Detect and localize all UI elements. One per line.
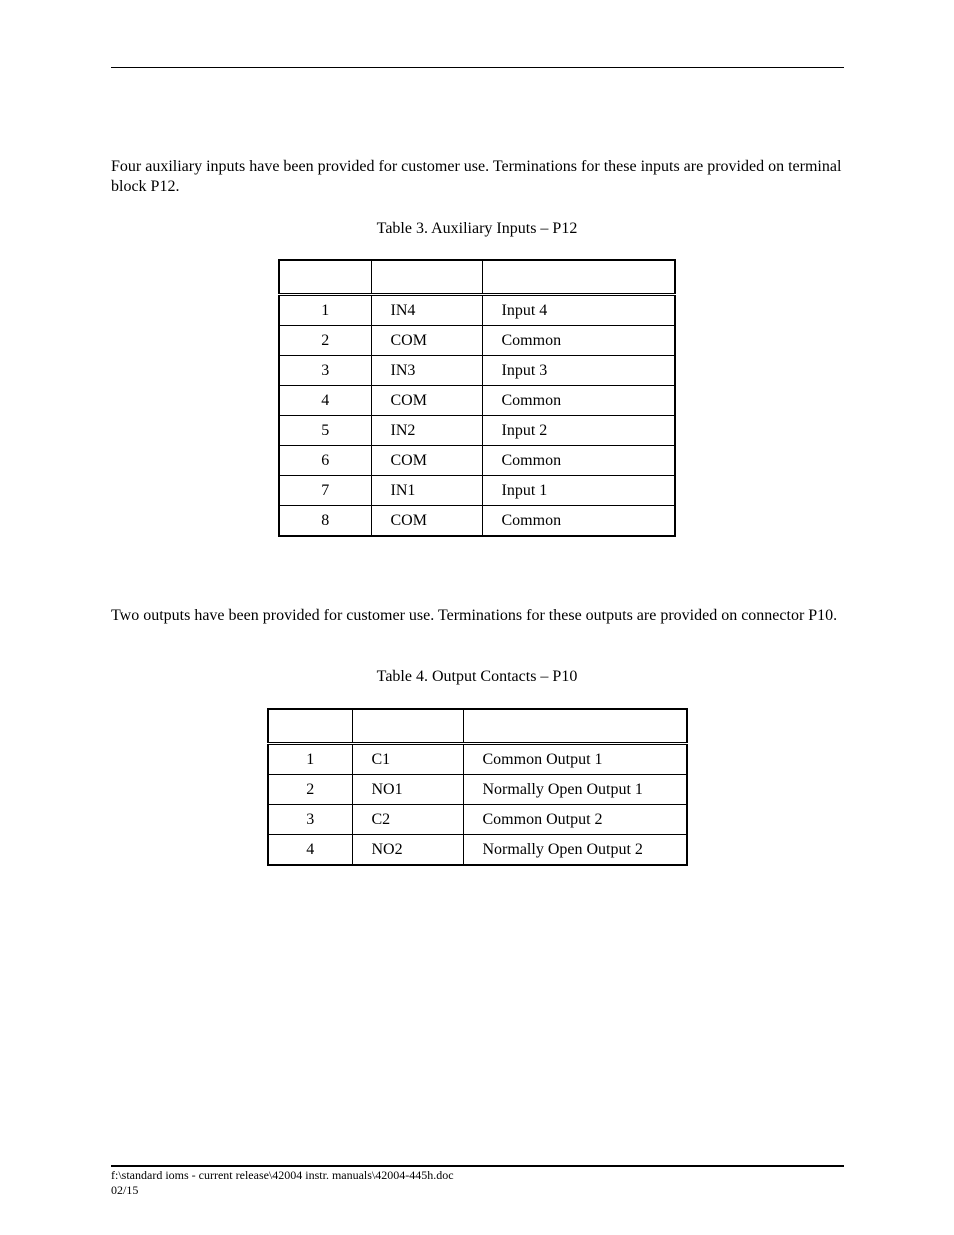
- pin-cell: 3: [279, 356, 371, 386]
- output-contacts-table: [267, 708, 688, 866]
- signal-cell: COM: [371, 506, 482, 537]
- description-cell: Common: [482, 506, 675, 537]
- pin-cell: 1: [268, 744, 352, 775]
- signal-cell: COM: [371, 446, 482, 476]
- table-header-row: [268, 709, 687, 744]
- pin-cell: 7: [279, 476, 371, 506]
- table-row: [279, 326, 675, 356]
- signal-cell: COM: [371, 386, 482, 416]
- table-row: [279, 446, 675, 476]
- header-cell: [463, 709, 687, 744]
- table-row: [279, 295, 675, 326]
- table3-caption: Table 3. Auxiliary Inputs – P12: [376, 220, 578, 237]
- header-rule: [111, 67, 844, 68]
- signal-cell: IN4: [371, 295, 482, 326]
- pin-cell: 4: [279, 386, 371, 416]
- table4-caption: Table 4. Output Contacts – P10: [376, 668, 578, 685]
- table-row: [279, 416, 675, 446]
- pin-cell: 8: [279, 506, 371, 537]
- description-cell: Input 1: [482, 476, 675, 506]
- table-row: [268, 775, 687, 805]
- signal-cell: C2: [352, 805, 463, 835]
- header-cell: [279, 260, 371, 295]
- table-row: [268, 805, 687, 835]
- signal-cell: COM: [371, 326, 482, 356]
- header-cell: [268, 709, 352, 744]
- aux-inputs-table: [278, 259, 676, 537]
- signal-cell: IN3: [371, 356, 482, 386]
- pin-cell: 5: [279, 416, 371, 446]
- table-row: [279, 386, 675, 416]
- footer-date: 02/15: [111, 1183, 139, 1197]
- outputs-paragraph: Two outputs have been provided for customer use. Terminations for these outputs are provided on connector P10.: [111, 607, 838, 624]
- header-cell: [352, 709, 463, 744]
- header-cell: [371, 260, 482, 295]
- description-cell: Input 4: [482, 295, 675, 326]
- description-cell: Input 2: [482, 416, 675, 446]
- description-cell: Normally Open Output 2: [463, 835, 687, 866]
- table-row: [268, 835, 687, 866]
- header-cell: [482, 260, 675, 295]
- footer-rule: [111, 1165, 844, 1167]
- description-cell: Common: [482, 386, 675, 416]
- signal-cell: NO2: [352, 835, 463, 866]
- table-row: [268, 744, 687, 775]
- signal-cell: IN2: [371, 416, 482, 446]
- pin-cell: 2: [279, 326, 371, 356]
- pin-cell: 4: [268, 835, 352, 866]
- description-cell: Common: [482, 326, 675, 356]
- pin-cell: 3: [268, 805, 352, 835]
- table-row: [279, 506, 675, 537]
- description-cell: Common Output 1: [463, 744, 687, 775]
- pin-cell: 1: [279, 295, 371, 326]
- footer-file-path: f:\standard ioms - current release\42004 instr. manuals\42004-445h.doc: [111, 1168, 454, 1182]
- signal-cell: IN1: [371, 476, 482, 506]
- description-cell: Common Output 2: [463, 805, 687, 835]
- pin-cell: 2: [268, 775, 352, 805]
- description-cell: Normally Open Output 1: [463, 775, 687, 805]
- aux-inputs-paragraph: Four auxiliary inputs have been provided for customer use. Terminations for these inputs are provided on terminal block P12.: [111, 158, 842, 195]
- description-cell: Input 3: [482, 356, 675, 386]
- signal-cell: NO1: [352, 775, 463, 805]
- table-header-row: [279, 260, 675, 295]
- pin-cell: 6: [279, 446, 371, 476]
- description-cell: Common: [482, 446, 675, 476]
- table-row: [279, 476, 675, 506]
- signal-cell: C1: [352, 744, 463, 775]
- table-row: [279, 356, 675, 386]
